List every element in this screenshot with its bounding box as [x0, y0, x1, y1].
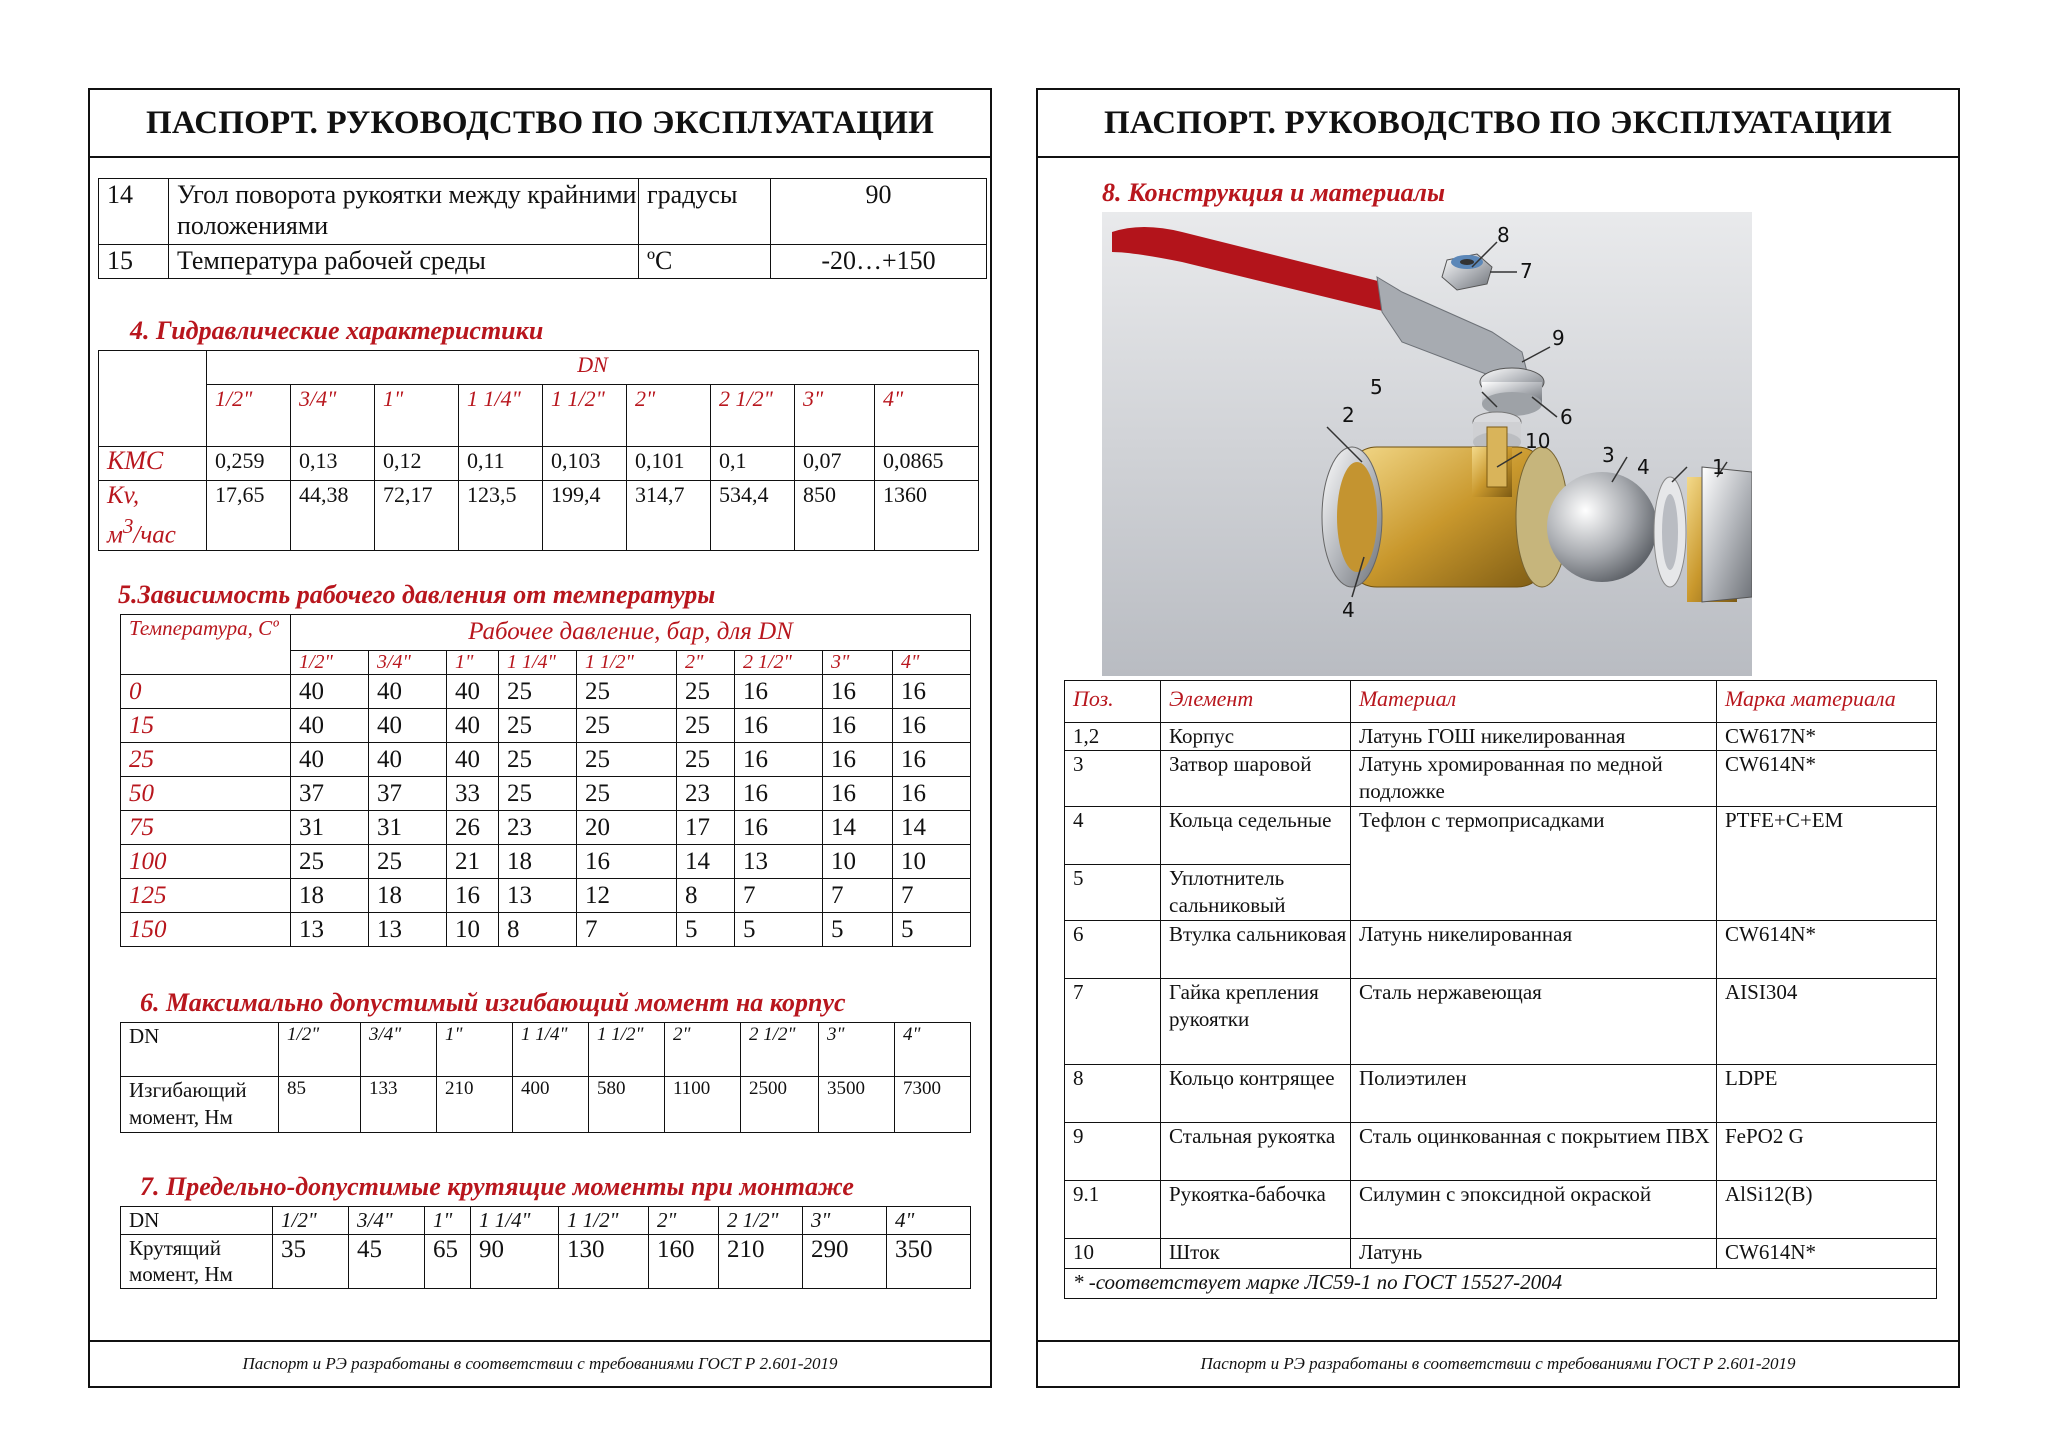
table-row [99, 447, 979, 481]
callout-label: 7 [1520, 259, 1533, 283]
pressure-value: 25 [499, 709, 577, 743]
material-element: Уплотнитель сальниковый [1161, 865, 1351, 921]
size-header: 1/2" [273, 1207, 349, 1235]
pressure-value: 31 [291, 811, 369, 845]
pressure-value: 14 [893, 811, 971, 845]
pressure-value: 25 [499, 743, 577, 777]
page-footer: Паспорт и РЭ разработаны в соответствии с требованиями ГОСТ Р 2.601-2019 [1038, 1340, 1958, 1386]
kms-value: 0,1 [711, 447, 795, 481]
table-row [1065, 807, 1937, 865]
pressure-value: 16 [823, 777, 893, 811]
table-row [121, 845, 971, 879]
kms-value: 0,12 [375, 447, 459, 481]
pressure-value: 10 [447, 913, 499, 947]
pressure-value: 40 [447, 675, 499, 709]
materials-footnote: * -соответствует марке ЛС59-1 по ГОСТ 15527-2004 [1065, 1269, 1937, 1299]
callout-label: 4 [1342, 598, 1355, 622]
pressure-value: 7 [893, 879, 971, 913]
temperature-value: 50 [121, 777, 291, 811]
material-mark: PTFE+C+EM [1717, 807, 1937, 921]
size-header: 1/2" [291, 651, 369, 675]
table-row [121, 1235, 971, 1289]
size-header: 1" [437, 1023, 513, 1077]
pressure-value: 40 [369, 675, 447, 709]
material-name: Силумин с эпоксидной окраской [1351, 1181, 1717, 1239]
material-element: Шток [1161, 1239, 1351, 1269]
pressure-value: 5 [823, 913, 893, 947]
material-pos: 1,2 [1065, 723, 1161, 751]
table-row [121, 811, 971, 845]
pressure-value: 7 [577, 913, 677, 947]
callout-label: 5 [1370, 375, 1383, 399]
pressure-value: 25 [291, 845, 369, 879]
page-footer: Паспорт и РЭ разработаны в соответствии с требованиями ГОСТ Р 2.601-2019 [90, 1340, 990, 1386]
pressure-value: 25 [677, 709, 735, 743]
material-name: Сталь нержавеющая [1351, 979, 1717, 1065]
table-row [1065, 979, 1937, 1065]
pressure-value: 16 [735, 743, 823, 777]
pressure-value: 5 [677, 913, 735, 947]
material-name: Сталь оцинкованная с покрытием ПВХ [1351, 1123, 1717, 1181]
size-header: 4" [875, 385, 979, 447]
size-header: 1 1/4" [471, 1207, 559, 1235]
size-header: 1 1/2" [543, 385, 627, 447]
pressure-value: 18 [369, 879, 447, 913]
table-row [121, 913, 971, 947]
pressure-value: 17 [677, 811, 735, 845]
table-row [1065, 751, 1937, 807]
table-corner [99, 351, 207, 447]
pressure-value: 25 [499, 777, 577, 811]
pressure-value: 25 [499, 675, 577, 709]
material-pos: 8 [1065, 1065, 1161, 1123]
pressure-value: 16 [735, 675, 823, 709]
kms-value: 0,0865 [875, 447, 979, 481]
size-header: 1 1/2" [577, 651, 677, 675]
callout-label: 1 [1712, 455, 1725, 479]
size-header: 1" [425, 1207, 471, 1235]
pressure-value: 16 [823, 743, 893, 777]
size-header: 4" [893, 651, 971, 675]
section-title-pressure: 5.Зависимость рабочего давления от температуры [118, 580, 716, 609]
material-pos: 9.1 [1065, 1181, 1161, 1239]
table-row [121, 709, 971, 743]
pressure-value: 16 [893, 675, 971, 709]
pressure-value: 16 [577, 845, 677, 879]
torque-value: 35 [273, 1235, 349, 1289]
dn-label: DN [121, 1023, 279, 1077]
pressure-value: 16 [735, 811, 823, 845]
page-title: ПАСПОРТ. РУКОВОДСТВО ПО ЭКСПЛУАТАЦИИ [1038, 90, 1958, 158]
material-element: Рукоятка-бабочка [1161, 1181, 1351, 1239]
kms-value: 0,101 [627, 447, 711, 481]
pressure-value: 37 [291, 777, 369, 811]
spec-num: 14 [99, 179, 169, 245]
size-header: 1/2" [207, 385, 291, 447]
material-element: Гайка крепления рукоятки [1161, 979, 1351, 1065]
moment-value: 400 [513, 1077, 589, 1133]
size-header: 1 1/4" [513, 1023, 589, 1077]
pressure-value: 40 [291, 743, 369, 777]
kv-label-unit: м [107, 521, 123, 549]
moment-value: 580 [589, 1077, 665, 1133]
pressure-value: 16 [893, 777, 971, 811]
column-header: Материал [1351, 681, 1717, 723]
torque-table [120, 1206, 971, 1289]
table-row [1065, 1123, 1937, 1181]
kv-value: 72,17 [375, 481, 459, 551]
moment-value: 85 [279, 1077, 361, 1133]
dn-header: DN [207, 351, 979, 385]
spec-num: 15 [99, 245, 169, 279]
materials-table [1064, 680, 1937, 1299]
spec-name: Температура рабочей среды [169, 245, 639, 279]
pressure-value: 16 [735, 777, 823, 811]
material-pos: 9 [1065, 1123, 1161, 1181]
column-header: Марка материала [1717, 681, 1937, 723]
moment-value: 2500 [741, 1077, 819, 1133]
material-mark: AISI304 [1717, 979, 1937, 1065]
table-row [1065, 1239, 1937, 1269]
material-name: Латунь хромированная по медной подложке [1351, 751, 1717, 807]
pressure-table [120, 614, 971, 947]
callout-label: 9 [1552, 326, 1565, 350]
pressure-value: 40 [291, 675, 369, 709]
kv-label [99, 481, 207, 551]
pressure-header: Рабочее давление, бар, для DN [291, 615, 971, 651]
kv-label-per: /час [133, 521, 176, 549]
callout-label: 6 [1560, 405, 1573, 429]
table-row [121, 675, 971, 709]
pressure-value: 21 [447, 845, 499, 879]
torque-value: 350 [887, 1235, 971, 1289]
pressure-value: 40 [369, 743, 447, 777]
temperature-value: 75 [121, 811, 291, 845]
pressure-value: 18 [499, 845, 577, 879]
callout-label: 4 [1637, 455, 1650, 479]
size-header: 2 1/2" [741, 1023, 819, 1077]
pressure-value: 20 [577, 811, 677, 845]
section-title-torque: 7. Предельно-допустимые крутящие моменты при монтаже [140, 1172, 854, 1201]
illustration-background [1102, 212, 1752, 676]
callout-label: 10 [1525, 429, 1551, 453]
column-header: Поз. [1065, 681, 1161, 723]
pressure-rows [121, 675, 971, 947]
size-header: 3/4" [349, 1207, 425, 1235]
material-mark: CW617N* [1717, 723, 1937, 751]
spec-unit: градусы [639, 179, 771, 245]
table-row [121, 1077, 971, 1133]
material-pos: 6 [1065, 921, 1161, 979]
pressure-value: 25 [577, 743, 677, 777]
moment-value: 1100 [665, 1077, 741, 1133]
material-mark: CW614N* [1717, 921, 1937, 979]
torque-value: 160 [649, 1235, 719, 1289]
size-header: 4" [895, 1023, 971, 1077]
size-header: 2 1/2" [735, 651, 823, 675]
material-element: Затвор шаровой [1161, 751, 1351, 807]
column-header: Элемент [1161, 681, 1351, 723]
material-element: Втулка сальниковая [1161, 921, 1351, 979]
pressure-value: 25 [677, 743, 735, 777]
size-header: 2" [649, 1207, 719, 1235]
kv-value: 534,4 [711, 481, 795, 551]
moment-label: Изгибающий момент, Нм [121, 1077, 279, 1133]
moment-value: 7300 [895, 1077, 971, 1133]
pressure-value: 16 [893, 743, 971, 777]
temperature-header: Температура, Сº [121, 615, 291, 675]
kms-value: 0,103 [543, 447, 627, 481]
temperature-value: 100 [121, 845, 291, 879]
table-row [1065, 921, 1937, 979]
spec-value: -20…+150 [771, 245, 987, 279]
pressure-value: 5 [893, 913, 971, 947]
table-row [121, 615, 971, 651]
spec-unit: ºС [639, 245, 771, 279]
table-row [99, 179, 987, 245]
pressure-value: 16 [735, 709, 823, 743]
table-row [121, 1023, 971, 1077]
pressure-value: 7 [735, 879, 823, 913]
torque-value: 45 [349, 1235, 425, 1289]
size-header: 1" [447, 651, 499, 675]
pressure-value: 23 [499, 811, 577, 845]
size-header: 3" [803, 1207, 887, 1235]
kms-value: 0,07 [795, 447, 875, 481]
kms-value: 0,13 [291, 447, 375, 481]
torque-value: 65 [425, 1235, 471, 1289]
material-name: Полиэтилен [1351, 1065, 1717, 1123]
size-header: 1" [375, 385, 459, 447]
pressure-value: 16 [823, 709, 893, 743]
torque-value: 90 [471, 1235, 559, 1289]
pressure-value: 25 [577, 709, 677, 743]
table-row [1065, 1181, 1937, 1239]
material-mark: CW614N* [1717, 1239, 1937, 1269]
pressure-value: 18 [291, 879, 369, 913]
size-header: 2" [627, 385, 711, 447]
size-header: 3/4" [291, 385, 375, 447]
pressure-value: 16 [893, 709, 971, 743]
pressure-value: 13 [499, 879, 577, 913]
size-header: 4" [887, 1207, 971, 1235]
kms-label: КМС [99, 447, 207, 481]
section-title-construction: 8. Конструкция и материалы [1102, 178, 1446, 207]
pressure-value: 40 [291, 709, 369, 743]
size-header: 1 1/4" [499, 651, 577, 675]
table-row [1065, 681, 1937, 723]
spec-value: 90 [771, 179, 987, 245]
pressure-value: 10 [823, 845, 893, 879]
page-right [1036, 88, 1960, 1388]
spec-table [98, 178, 987, 279]
ball [1547, 472, 1657, 582]
kms-value: 0,259 [207, 447, 291, 481]
size-header: 2 1/2" [719, 1207, 803, 1235]
size-header: 1 1/2" [589, 1023, 665, 1077]
temperature-value: 0 [121, 675, 291, 709]
size-header: 3" [823, 651, 893, 675]
pressure-value: 33 [447, 777, 499, 811]
table-row [121, 743, 971, 777]
size-header: 3" [819, 1023, 895, 1077]
page-title: ПАСПОРТ. РУКОВОДСТВО ПО ЭКСПЛУАТАЦИИ [90, 90, 990, 158]
pressure-value: 25 [677, 675, 735, 709]
torque-value: 210 [719, 1235, 803, 1289]
bending-table [120, 1022, 971, 1133]
material-mark: AlSi12(B) [1717, 1181, 1937, 1239]
size-header: 3/4" [361, 1023, 437, 1077]
table-row [99, 385, 979, 447]
pressure-value: 5 [735, 913, 823, 947]
seat-ring [1654, 477, 1686, 587]
size-header: 1 1/4" [459, 385, 543, 447]
material-element: Стальная рукоятка [1161, 1123, 1351, 1181]
pressure-value: 25 [577, 777, 677, 811]
temperature-value: 25 [121, 743, 291, 777]
table-row [99, 481, 979, 551]
pressure-value: 25 [577, 675, 677, 709]
pressure-value: 26 [447, 811, 499, 845]
kv-value: 123,5 [459, 481, 543, 551]
pressure-value: 10 [893, 845, 971, 879]
pressure-value: 37 [369, 777, 447, 811]
kv-label-sup: 3 [122, 514, 134, 538]
moment-value: 210 [437, 1077, 513, 1133]
table-row [99, 351, 979, 385]
table-row [99, 245, 987, 279]
end-connector [1687, 467, 1752, 602]
dn-label: DN [121, 1207, 273, 1235]
pressure-value: 13 [369, 913, 447, 947]
pressure-value: 7 [823, 879, 893, 913]
pressure-value: 40 [447, 709, 499, 743]
kv-label-text: Kv, [107, 482, 140, 509]
size-header: 1 1/2" [559, 1207, 649, 1235]
temperature-value: 125 [121, 879, 291, 913]
pressure-value: 16 [447, 879, 499, 913]
kms-value: 0,11 [459, 447, 543, 481]
pressure-value: 12 [577, 879, 677, 913]
pressure-value: 14 [823, 811, 893, 845]
material-name: Латунь никелированная [1351, 921, 1717, 979]
material-pos: 10 [1065, 1239, 1161, 1269]
kv-value: 44,38 [291, 481, 375, 551]
pressure-value: 40 [447, 743, 499, 777]
section-title-hydraulic: 4. Гидравлические характеристики [130, 316, 544, 345]
material-pos: 3 [1065, 751, 1161, 807]
kv-value: 199,4 [543, 481, 627, 551]
valve-exploded-illustration [1102, 212, 1752, 676]
table-row [121, 879, 971, 913]
kv-value: 850 [795, 481, 875, 551]
stem-bushing [1480, 368, 1544, 416]
pressure-value: 16 [823, 675, 893, 709]
material-pos: 4 [1065, 807, 1161, 865]
kv-value: 17,65 [207, 481, 291, 551]
hydraulic-table [98, 350, 979, 551]
moment-label: Крутящий момент, Нм [121, 1235, 273, 1289]
moment-value: 3500 [819, 1077, 895, 1133]
page-left [88, 88, 992, 1388]
material-name: Латунь [1351, 1239, 1717, 1269]
pressure-value: 8 [677, 879, 735, 913]
kv-value: 314,7 [627, 481, 711, 551]
callout-label: 2 [1342, 403, 1355, 427]
material-pos: 5 [1065, 865, 1161, 921]
temperature-value: 150 [121, 913, 291, 947]
pressure-value: 25 [369, 845, 447, 879]
pressure-value: 14 [677, 845, 735, 879]
material-element: Кольца седельные [1161, 807, 1351, 865]
table-row [121, 777, 971, 811]
moment-value: 133 [361, 1077, 437, 1133]
material-mark: FePO2 G [1717, 1123, 1937, 1181]
material-mark: CW614N* [1717, 751, 1937, 807]
callout-label: 3 [1602, 443, 1615, 467]
size-header: 2 1/2" [711, 385, 795, 447]
pressure-value: 23 [677, 777, 735, 811]
material-element: Корпус [1161, 723, 1351, 751]
size-header: 3/4" [369, 651, 447, 675]
material-mark: LDPE [1717, 1065, 1937, 1123]
size-header: 1/2" [279, 1023, 361, 1077]
size-header: 2" [677, 651, 735, 675]
table-row [1065, 1269, 1937, 1299]
material-pos: 7 [1065, 979, 1161, 1065]
spec-name: Угол поворота рукоятки между крайними положениями [169, 179, 639, 245]
kv-value: 1360 [875, 481, 979, 551]
section-title-bending: 6. Максимально допустимый изгибающий момент на корпус [140, 988, 846, 1017]
pressure-value: 8 [499, 913, 577, 947]
table-row [121, 1207, 971, 1235]
table-row [1065, 723, 1937, 751]
torque-value: 130 [559, 1235, 649, 1289]
material-name: Тефлон с термоприсадками [1351, 807, 1717, 921]
size-header: 3" [795, 385, 875, 447]
material-element: Кольцо контрящее [1161, 1065, 1351, 1123]
pressure-value: 31 [369, 811, 447, 845]
torque-value: 290 [803, 1235, 887, 1289]
callout-label: 8 [1497, 223, 1510, 247]
pressure-value: 13 [735, 845, 823, 879]
size-header: 2" [665, 1023, 741, 1077]
material-name: Латунь ГОШ никелированная [1351, 723, 1717, 751]
table-row [1065, 1065, 1937, 1123]
temperature-value: 15 [121, 709, 291, 743]
pressure-value: 40 [369, 709, 447, 743]
pressure-value: 13 [291, 913, 369, 947]
